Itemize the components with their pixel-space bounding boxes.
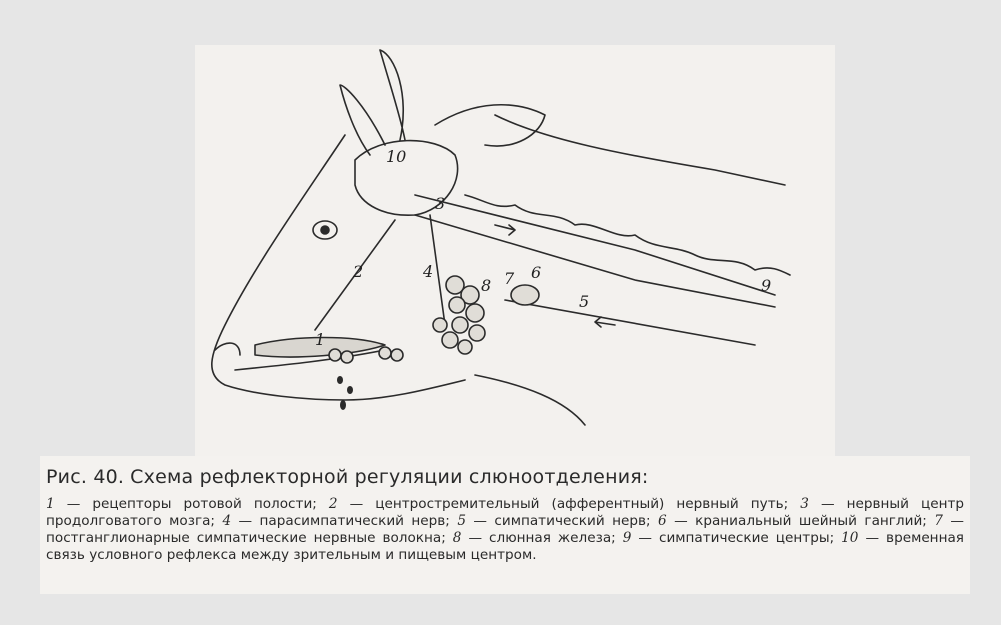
figure-caption (40, 456, 970, 594)
legend-item: 1 — рецепторы ротовой полости; (46, 496, 317, 512)
legend-item: 5 — симпатический нерв; (457, 513, 651, 529)
label-3: 3 (435, 194, 446, 213)
reflex-diagram-figure (195, 45, 835, 470)
legend-item: 2 — центростремительный (афферентный) нервный путь; (328, 496, 789, 512)
salivary-gland (433, 276, 485, 354)
label-2: 2 (353, 262, 364, 281)
legend-item: 6 — краниальный шейный ганглий; (658, 513, 927, 529)
legend-item: 9 — симпатические центры; (622, 530, 835, 546)
cow-ear-right (380, 50, 405, 140)
cow-head-outline (495, 115, 785, 185)
caption-legend (46, 496, 964, 564)
legend-item: 4 — парасимпатический нерв; (222, 513, 450, 529)
label-8: 8 (481, 276, 492, 295)
legend-item: 8 — слюнная железа; (452, 530, 616, 546)
label-5: 5 (579, 292, 590, 311)
cow-horn (435, 105, 545, 146)
legend-item: 10 — временная связь условного рефлекса между зрительным и пищевым центром. (46, 530, 964, 563)
label-7: 7 (504, 269, 515, 288)
label-4: 4 (423, 262, 434, 281)
cow-neck-lower-outline (475, 375, 585, 425)
caption-title-line (46, 466, 964, 488)
spinal-cord-upper (415, 195, 775, 295)
saliva-drops (337, 376, 353, 410)
label-9: 9 (761, 276, 772, 295)
cranial-cervical-ganglion (511, 285, 539, 305)
arrow-efferent (495, 225, 515, 235)
legend-item: 3 — нервный центр продолговатого мозга; (46, 496, 965, 529)
legend-item: 7 — постганглионарные симпатические нервные волокна; (46, 513, 964, 546)
label-10: 10 (386, 147, 407, 166)
label-1: 1 (315, 330, 326, 349)
cow-nostril (215, 343, 240, 355)
cow-ear-left (340, 85, 385, 155)
vertebral-outline (465, 195, 790, 275)
figure-number: Рис. 40. (46, 466, 125, 488)
sympathetic-nerve (505, 300, 755, 345)
caption-title: Схема рефлекторной регуляции слюноотделения: (130, 466, 649, 488)
label-6: 6 (531, 263, 542, 282)
